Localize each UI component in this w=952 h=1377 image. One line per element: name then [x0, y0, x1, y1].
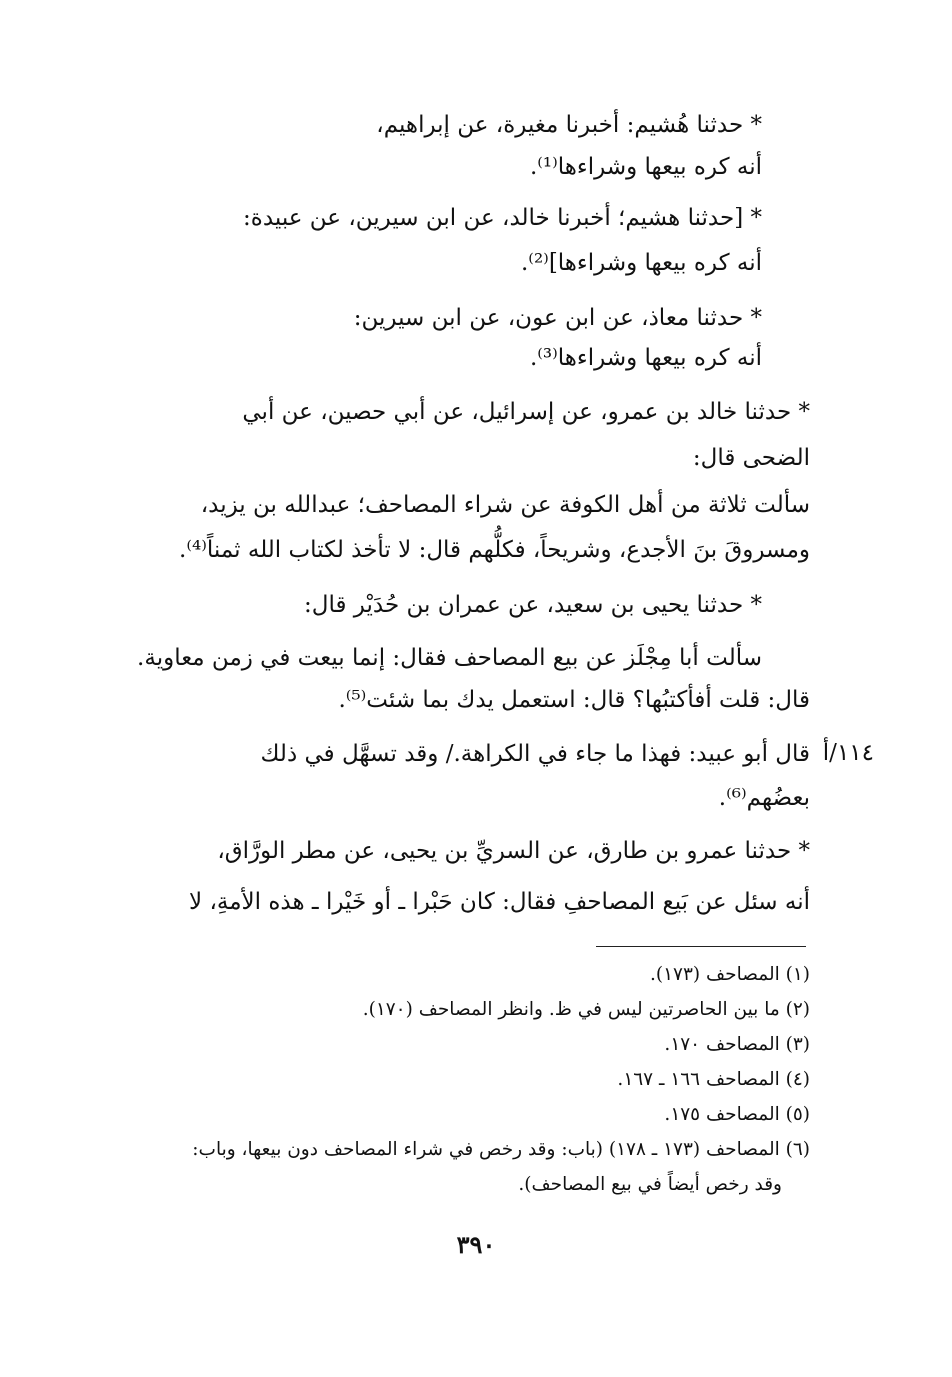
text-line: أنه سئل عن بَيع المصاحفِ فقال: كان حَبْرا ـ أو خَيْرا ـ هذه الأمةِ، لا	[189, 889, 810, 915]
text-line: * حدثنا عمرو بن طارق، عن السريِّ بن يحيى، عن مطر الورَّاق،	[217, 838, 810, 864]
text-line: * حدثنا معاذ، عن ابن عون، عن ابن سيرين:	[353, 305, 762, 331]
footnote-line: (٢) ما بين الحاصرتين ليس في ظ. وانظر المصاحف (١٧٠).	[362, 999, 810, 1020]
text-line: أنه كره بيعها وشراءها⁽³⁾.	[529, 345, 762, 371]
text-line: سألت ثلاثة من أهل الكوفة عن شراء المصاحف؛ عبدالله بن يزيد،	[200, 492, 810, 518]
text-line: بعضُهم⁽⁶⁾.	[718, 785, 810, 811]
text-line: ومسروقَ بنَ الأجدع، وشريحاً، فكلُّهم قال: لا تأخذ لكتاب الله ثمناً⁽⁴⁾.	[179, 537, 810, 563]
footnote-separator	[596, 946, 806, 947]
text-line: * حدثنا هُشيم: أخبرنا مغيرة، عن إبراهيم،	[376, 112, 762, 138]
footnote-line: (١) المصاحف (١٧٣).	[649, 964, 810, 985]
text-line: أنه كره بيعها وشراءها]⁽²⁾.	[520, 250, 762, 276]
text-line: الضحى قال:	[692, 445, 810, 471]
text-line: قال أبو عبيد: فهذا ما جاء في الكراهة./ وقد تسهَّل في ذلك	[260, 741, 810, 767]
text-line: * [حدثنا هشيم؛ أخبرنا خالد، عن ابن سيرين، عن عبيدة:	[243, 205, 762, 231]
text-line: قال: قلت أفأكتبُها؟ قال: استعمل يدك بما شئت⁽⁵⁾.	[338, 687, 810, 713]
footnote-line: (٣) المصاحف ١٧٠.	[664, 1034, 810, 1055]
footnote-line: (٦) المصاحف (١٧٣ ـ ١٧٨) (باب: وقد رخص في شراء المصاحف دون بيعها، وباب:	[192, 1139, 810, 1160]
footnote-line: (٤) المصاحف ١٦٦ ـ ١٦٧.	[617, 1069, 810, 1090]
margin-folio-note: ١١٤/أ	[822, 740, 874, 766]
text-line: أنه كره بيعها وشراءها⁽¹⁾.	[529, 154, 762, 180]
footnote-line: (٥) المصاحف ١٧٥.	[664, 1104, 810, 1125]
text-line: * حدثنا يحيى بن سعيد، عن عمران بن حُدَيْر قال:	[304, 592, 762, 618]
text-line: سألت أبا مِجْلَز عن بيع المصاحف فقال: إنما بيعت في زمن معاوية.	[137, 645, 762, 671]
footnote-line: وقد رخص أيضاً في بيع المصاحف).	[518, 1174, 782, 1195]
text-line: * حدثنا خالد بن عمرو، عن إسرائيل، عن أبي حصين، عن أبي	[242, 399, 810, 425]
page-number: ٣٩٠	[456, 1230, 496, 1259]
